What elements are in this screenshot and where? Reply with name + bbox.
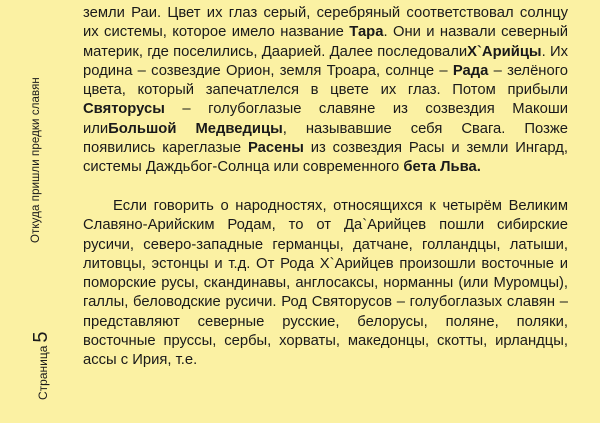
bold-term-raseny: Расены: [247, 140, 304, 157]
page-number: 5: [30, 331, 52, 343]
page-word: Страница: [36, 345, 50, 400]
text-run: земли Раи. Цвет их глаз серый, серебряный соответствовал солнцу их системы, которое имело название: [83, 5, 568, 41]
bold-term-bolshaya-medveditsa: Большой Медведицы: [108, 120, 283, 137]
bold-term-rada: Рада: [452, 62, 489, 79]
body-text: [83, 4, 568, 371]
bold-term-kharijtsy: Х`Арийцы: [467, 43, 542, 60]
page-number-label: [30, 331, 53, 400]
paragraph-1: [83, 4, 568, 178]
paragraph-2: Если говорить о народностях, относящихся к четырём Великим Славяно-Арийским Родам, то от Да`Арийцев пошли сибирские русичи, северо-западные германцы, датчане, голландцы, латыши, литовцы, эстонцы и т.д. От Рода Х`Арийцев произошли восточные и поморские русы, скандинавы, англосаксы, норманны (или Муромцы), галлы, беловодские русичи. Род Святорусов – голубоглазых славян – представляют северные русские, белорусы, поляне, поляки, восточные пруссы, сербы, хорваты, македонцы, скотты, ирландцы, ассы с Ирия, т.е.: [83, 197, 568, 369]
text-run: – зелёного цвета, который запечатлелся в цвете их глаз. Потом прибыли: [83, 62, 568, 99]
bold-term-beta-lva: бета Льва.: [403, 159, 481, 176]
bold-term-tara: Тара: [349, 24, 384, 41]
text-run: – голубоглазые славяне из созвездия Макоши или: [83, 101, 568, 137]
text-run: . Их родина – созвездие Орион, земля Троара, солнце –: [83, 43, 568, 79]
bold-term-svyatorusy: Святорусы: [83, 101, 165, 118]
text-run: . Они и назвали северный материк, где поселились, Даарией. Далее последовали: [83, 24, 568, 60]
running-title: Откуда пришли предки славян: [30, 77, 42, 243]
text-run: из созвездия Расы и земли Ингард, системы Даждьбог-Солнца или современного: [83, 140, 568, 176]
text-run: , называвшие себя Свага. Позже появились кареглазые: [83, 120, 568, 157]
